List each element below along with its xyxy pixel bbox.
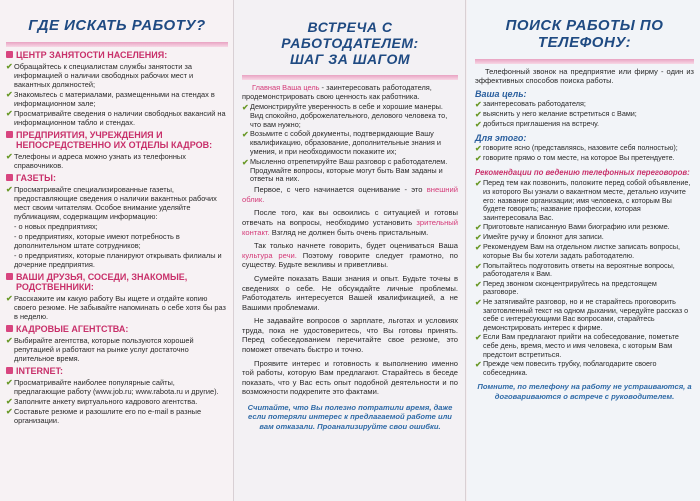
check-icon: ✔ [475, 233, 482, 243]
check-icon: ✔ [6, 152, 13, 161]
list-item: ✔ Обращайтесь к специалистам службы занятости за информацией о наличии свободных рабочих мест и вакантных должностей; [6, 62, 194, 89]
column-meeting-employer [233, 0, 466, 501]
check-icon: ✔ [475, 154, 482, 164]
section-heading: ПРЕДПРИЯТИЯ, УЧРЕЖДЕНИЯ И НЕПОСРЕДСТВЕННО ИХ ОТДЕЛЫ КАДРОВ: [6, 130, 228, 150]
list-item: ✔ Демонстрируйте уверенность в себе и хорошие манеры. Вид спокойно, доброжелательного, делового человека то, что вам нужно; [242, 102, 448, 129]
sub-item: - о новых предприятиях; [14, 222, 98, 231]
list-item: ✔ Не затягивайте разговор, но и не старайтесь проговорить заготовленный текст на одном дыхании, чередуйте рассказ о себе с интересующими Вас вопросами, старайтесь демонстрировать интерес к фирме. [475, 296, 689, 332]
list-item: ✔ Попытайтесь подготовить ответы на вероятные вопросы, работодателя к Вам. [475, 260, 675, 279]
list-item: ✔ добиться приглашения на встречу. [475, 119, 599, 130]
list-item: ✔ Просматривайте специализированные газеты, предоставляющие сведения о наличии вакантных рабочих мест своим читателям. Особое внимание уделяйте публикациям, содержащим информацию: [6, 185, 217, 221]
check-icon: ✔ [6, 397, 13, 406]
check-icon: ✔ [475, 223, 482, 233]
check-icon: ✔ [475, 261, 482, 271]
list-item: ✔ Знакомьтесь с материалами, размещенными на стендах в информационном зале; [6, 90, 215, 108]
square-bullet-icon [6, 325, 13, 332]
title-line: ВСТРЕЧА С РАБОТОДАТЕЛЕМ: [281, 19, 419, 51]
square-bullet-icon [6, 367, 13, 374]
highlight-text: культура речи. [242, 250, 297, 260]
check-icon: ✔ [242, 103, 249, 112]
paragraph: Не задавайте вопросов о зарплате, льготах и условиях труда, пока не удостоверитесь, что Вы готовы принять. Перед собеседованием перечитайте свое резюме, это поможет отвечать быстро и точно. [242, 316, 458, 355]
check-icon: ✔ [6, 407, 13, 416]
paragraph: Сумейте показать Ваши знания и опыт. Будьте точны в сведениях о себе. Не обсуждайте личные проблемы. Работодатель интересуется Вашей квалификацией, а не Вашими проблемами. [242, 273, 458, 312]
check-icon: ✔ [475, 144, 482, 154]
check-icon: ✔ [475, 297, 482, 307]
check-icon: ✔ [6, 109, 13, 118]
square-bullet-icon [6, 174, 13, 181]
paragraph: Проявите интерес и готовность к выполнению именно той работы, которую Вам предлагают. Старайтесь в беседе показать, что у Вас есть опыт подобной деятельности и по возможности подкрепите это фактами. [242, 358, 458, 397]
divider [242, 75, 458, 80]
check-icon: ✔ [242, 130, 249, 140]
list-item: ✔ Возьмите с собой документы, подтверждающие Вашу квалификацию, образование, дополнительные знания и умения, и при необходимости покажите их; [242, 129, 441, 156]
list-item: ✔ выяснить у него желание встретиться с Вами; [475, 109, 637, 120]
list-item: ✔ Телефоны и адреса можно узнать из телефонных справочников. [6, 152, 186, 170]
check-icon: ✔ [6, 185, 13, 194]
divider [475, 59, 694, 64]
check-icon: ✔ [475, 120, 482, 130]
divider [6, 42, 228, 47]
how-heading: Для этого: [475, 133, 527, 144]
list-item: ✔ Прежде чем повесить трубку, поблагодарите своего собеседника. [475, 359, 657, 377]
list-item: ✔ Приготовьте написанную Вами биографию или резюме. [475, 222, 670, 233]
list-item: ✔ Перед тем как позвонить, положите перед собой объявление, из которого Вы узнали о вакантном месте, детально изучите его: название организации; имя человека, с которым Вы будете говорить; название профессии, которая заинтересовала Вас. [475, 178, 691, 222]
check-icon: ✔ [6, 90, 13, 99]
list-item: ✔ Просматривайте сведения о наличии свободных вакансий на информационном табло и стендах. [6, 109, 226, 127]
check-icon: ✔ [475, 243, 482, 253]
sub-item: - о предприятиях, которые планируют открывать филиалы и дочерние предприятия. [14, 251, 222, 269]
list-item: ✔ Рекомендуем Вам на отдельном листке записать вопросы, которые Вы бы хотели задать работодателю. [475, 242, 680, 260]
list-item: ✔ Выбирайте агентства, которые пользуются хорошей репутацией и работают на рынке услуг достаточно длительное время. [6, 336, 194, 363]
paragraph: Первое, с чего начинается оценивание - это внешний облик. [242, 185, 458, 204]
section-heading: INTERNET: [6, 366, 228, 376]
check-icon: ✔ [475, 360, 482, 370]
list-item: ✔ Перед звонком сконцентрируйтесь на предстоящем разговоре. [475, 278, 657, 297]
recommendations-heading: Рекомендации по ведению телефонных переговоров: [475, 168, 690, 178]
list-item: ✔ Если Вам предлагают прийти на собеседование, пометьте себе день, время, место и имя человека, с которым Вам предстоит встретиться. [475, 332, 679, 359]
column-where-to-search [0, 0, 233, 501]
closing-note: Помните, по телефону на работу не устраиваются, а договариваются о встрече с руководителем. [477, 382, 692, 401]
intro-paragraph: Главная Ваша цель - заинтересовать работодателя, продемонстрировать свою ценность как работника. [242, 83, 432, 101]
goal-heading: Ваша цель: [475, 89, 527, 100]
highlight-text: зрительный контакт. [242, 217, 458, 237]
list-item: ✔ Составьте резюме и разошлите его по e-mail в разные организации. [6, 407, 202, 425]
list-item: ✔ говорите прямо о том месте, на которое Вы претендуете. [475, 153, 675, 164]
section-heading: ГАЗЕТЫ: [6, 173, 228, 183]
check-icon: ✔ [6, 294, 13, 303]
check-icon: ✔ [475, 279, 482, 289]
paragraph: После того, как вы освоились с ситуацией и готовы отвечать на вопросы, необходимо установить зрительный контакт. Взгляд не должен быть очень пристальным. [242, 208, 458, 237]
section-heading: КАДРОВЫЕ АГЕНТСТВА: [6, 324, 228, 334]
list-item: ✔ Расскажите им какую работу Вы ищете и отдайте копию своего резюме. Не забывайте напоминать о себе хотя бы раз в неделю. [6, 294, 226, 321]
paragraph: Так только начнете говорить, будет оцениваться Ваша культура речи. Поэтому говорите следует грамотно, по существу. Будьте вежливы и приветливы. [242, 241, 458, 270]
column-title: ГДЕ ИСКАТЬ РАБОТУ? [28, 17, 206, 34]
intro-paragraph: Телефонный звонок на предприятие или фирму - один из эффективных способов поиска работы. [475, 67, 694, 86]
section-heading: ВАШИ ДРУЗЬЯ, СОСЕДИ, ЗНАКОМЫЕ, РОДСТВЕННИКИ: [6, 272, 228, 292]
column-phone-search [467, 0, 700, 501]
section-heading: ЦЕНТР ЗАНЯТОСТИ НАСЕЛЕНИЯ: [6, 50, 228, 60]
square-bullet-icon [6, 273, 13, 280]
square-bullet-icon [6, 51, 13, 58]
title-line: ШАГ ЗА ШАГОМ [289, 51, 411, 67]
list-item: ✔ Просматривайте наиболее популярные сайты, предлагающие работу (www.job.ru; www.rabota.ru и другие). [6, 378, 219, 396]
check-icon: ✔ [475, 110, 482, 120]
sub-item: - о предприятиях, которые имеют потребность в дополнительном штате сотрудников; [14, 232, 180, 250]
list-item: ✔ говорите ясно (представляясь, назовите себя полностью); [475, 143, 678, 154]
check-icon: ✔ [6, 336, 13, 345]
check-icon: ✔ [475, 100, 482, 110]
check-icon: ✔ [6, 62, 13, 71]
check-icon: ✔ [6, 378, 13, 387]
highlight-text: внешний облик. [242, 185, 458, 204]
check-icon: ✔ [475, 333, 482, 343]
square-bullet-icon [6, 131, 13, 138]
column-title [242, 19, 458, 67]
highlight-text: Главная Ваша цель [252, 83, 320, 92]
check-icon: ✔ [475, 179, 482, 189]
list-item: ✔ заинтересовать работодателя; [475, 99, 586, 110]
check-icon: ✔ [242, 157, 249, 167]
list-item: ✔ Заполните анкету виртуального кадрового агентства. [6, 397, 198, 406]
closing-note: Считайте, что Вы полезно потратили время, даже если потеряли интерес к предлагаемой работе или вам отказали. Проанализируйте свои ошибки. [247, 403, 453, 431]
list-item: ✔ Имейте ручку и блокнот для записи. [475, 232, 604, 243]
column-title: ПОИСК РАБОТЫ ПО ТЕЛЕФОНУ: [505, 17, 664, 51]
list-item: ✔ Мысленно отрепетируйте Ваш разговор с работодателем. Продумайте вопросы, которые могут быть Вам заданы и ответы на них. [242, 156, 448, 184]
